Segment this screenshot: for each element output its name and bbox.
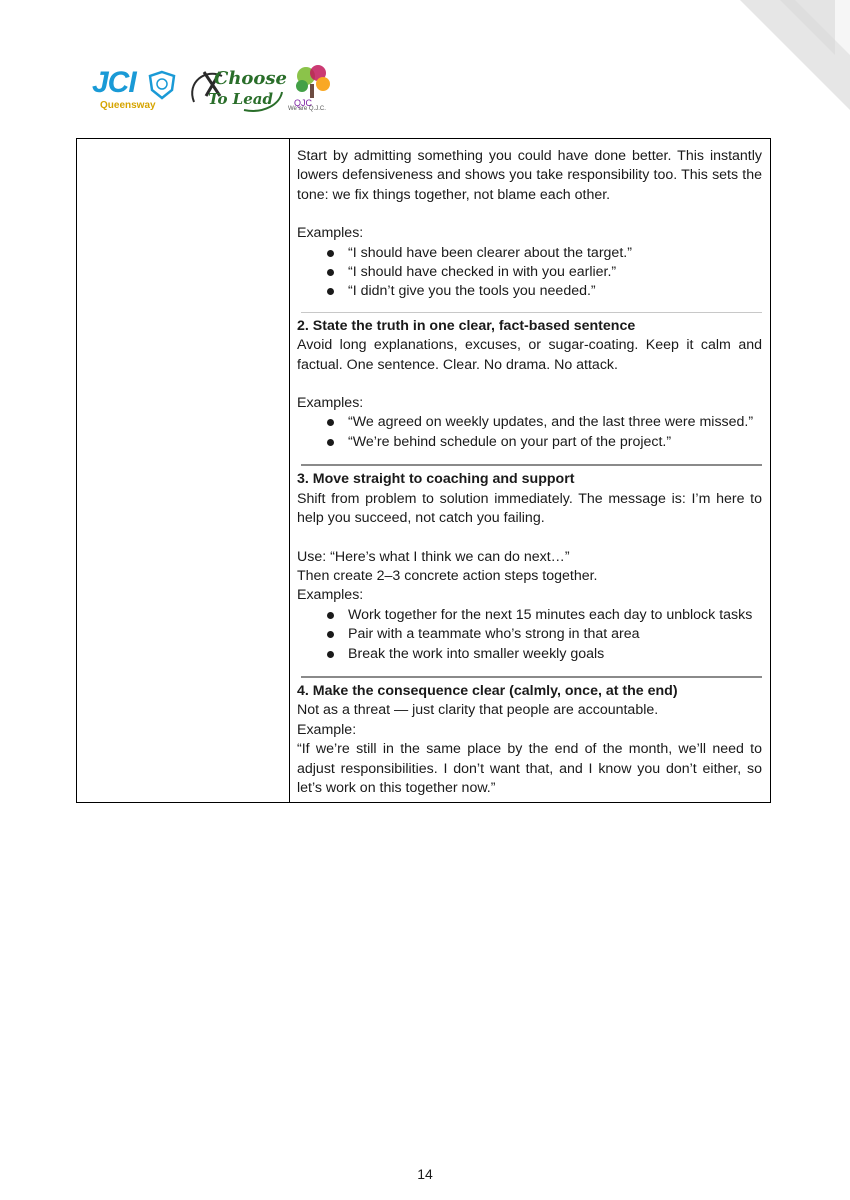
- list-item: Break the work into smaller weekly goals: [327, 645, 762, 664]
- section-divider: [301, 676, 762, 678]
- section-3-then-line: Then create 2–3 concrete action steps together.: [297, 567, 598, 584]
- jci-logo: JCI Queensway: [88, 66, 180, 114]
- list-item: Work together for the next 15 minutes each day to unblock tasks: [327, 606, 762, 625]
- section-2-examples-list: [297, 413, 762, 452]
- section-2-heading: 2. State the truth in one clear, fact-based sentence: [297, 317, 636, 334]
- page-corner-decoration: [740, 0, 850, 110]
- example-label: Example:: [297, 721, 357, 738]
- list-item: “We’re behind schedule on your part of the project.”: [327, 433, 762, 452]
- list-item: “I didn’t give you the tools you needed.”: [327, 282, 762, 301]
- section-4-quote: “If we’re still in the same place by the end of the month, we’ll need to adjust responsibilities. I don’t want that, and I know you don’t either, so let’s work on this together now.”: [297, 741, 762, 796]
- content-table: [76, 138, 771, 803]
- intro-paragraph: Start by admitting something you could have done better. This instantly lowers defensiveness and shows you take responsibility too. This sets the tone: we fix things together, not blame each other.: [297, 148, 762, 203]
- table-row: [77, 139, 771, 803]
- intro-examples-list: [297, 244, 762, 302]
- section-2-paragraph: Avoid long explanations, excuses, or sugar-coating. Keep it calm and factual. One sentence. Clear. No drama. No attack.: [297, 337, 762, 373]
- list-item: “I should have been clearer about the target.”: [327, 244, 762, 263]
- examples-label: Examples:: [297, 225, 364, 242]
- header-logos: [88, 60, 348, 116]
- examples-label: Examples:: [297, 395, 364, 412]
- section-3-use-line: Use: “Here’s what I think we can do next…”: [297, 548, 570, 565]
- section-3-heading: 3. Move straight to coaching and support: [297, 471, 575, 488]
- section-4-heading: 4. Make the consequence clear (calmly, once, at the end): [297, 682, 678, 699]
- svg-text:QJC: QJC: [294, 98, 312, 108]
- section-3-examples-list: [297, 606, 762, 664]
- list-item: “I should have checked in with you earlier.”: [327, 263, 762, 282]
- list-item: “We agreed on weekly updates, and the last three were missed.”: [327, 413, 762, 432]
- section-4-line: Not as a threat — just clarity that people are accountable.: [297, 702, 659, 719]
- choose-to-lead-logo: Choose To Lead: [184, 62, 288, 116]
- tree-icon: [290, 64, 336, 108]
- list-item: Pair with a teammate who’s strong in that area: [327, 625, 762, 644]
- left-column-cell: [77, 139, 290, 803]
- right-column-cell: [290, 139, 771, 803]
- page-number: 14: [417, 1166, 433, 1182]
- section-divider: [301, 312, 762, 313]
- examples-label: Examples:: [297, 587, 364, 604]
- qjc-tree-logo: QJC We are Q.J.C.: [290, 64, 336, 116]
- section-3-paragraph: Shift from problem to solution immediately. The message is: I’m here to help you succeed, not catch you failing.: [297, 490, 762, 527]
- section-divider: [301, 464, 762, 466]
- jci-shield-icon: [148, 70, 176, 100]
